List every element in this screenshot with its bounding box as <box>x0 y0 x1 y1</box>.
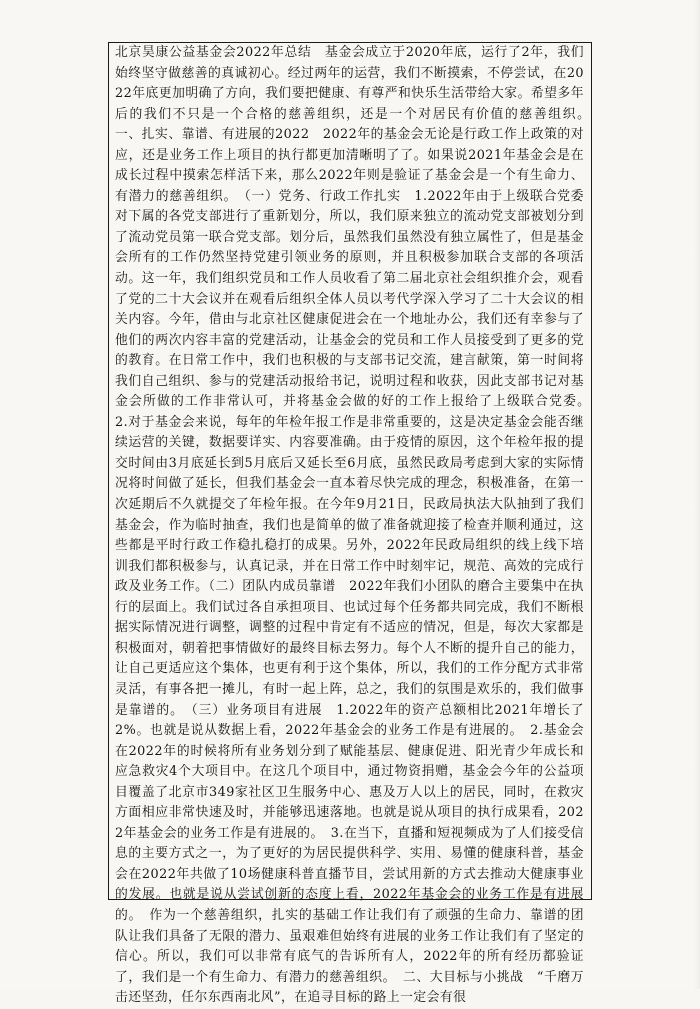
document-frame <box>108 42 598 1006</box>
scan-shadow <box>694 0 700 989</box>
document-body-text: 北京昊康公益基金会2022年总结 基金会成立于2020年底，运行了2年，我们始终坚守做慈善的真诚初心。经过两年的运营，我们不断摸索，不停尝试，在2022年底更加明确了方向，我们要把健康、有尊严和快乐生活带给大家。希望多年后的我们不只是一个合格的慈善组织，还是一个对居民有价值的慈善组织。 一、扎实、靠谱、有进展的2022 2022年的基金会无论是行政工作上政策的对应，还是业务工作上项目的执行都更加清晰明了了。如果说2021年基金会是在成长过程中摸索怎样活下来，那么2022年则是验证了基金会是一个有生命力、有潜力的慈善组织。 （一）党务、行政工作扎实 1.2022年由于上级联合党委对下属的各党支部进行了重新划分，所以，我们原来独立的流动党支部被划分到了流动党员第一联合党支部。划分后，虽然我们虽然没有独立属性了，但是基金会所有的工作仍然坚持党建引领业务的原则，并且积极参加联合支部的各项活动。这一年，我们组织党员和工作人员收看了第二届北京社会组织推介会，观看了党的二十大会议并在观看后组织全体人员以考代学深入学习了二十大会议的相关内容。今年，借由与北京社区健康促进会在一个地址办公，我们还有幸参与了他们的两次内容丰富的党建活动，让基金会的党员和工作人员接受到了更多的党的教育。在日常工作中，我们也积极的与支部书记交流，建言献策，第一时间将我们自己组织、参与的党建活动报给书记，说明过程和收获，因此支部书记对基金会所做的工作非常认可，并将基金会做的好的工作上报给了上级联合党委。 2.对于基金会来说，每年的年检年报工作是非常重要的，这是决定基金会能否继续运营的关键，数据要详实、内容要准确。由于疫情的原因，这个年检年报的提交时间由3月底延长到5月底后又延长至6月底，虽然民政局考虑到大家的实际情况将时间做了延长，但我们基金会一直本着尽快完成的理念，积极准备，在第一次延期后不久就提交了年检年报。在今年9月21日，民政局执法大队抽到了我们基金会，作为临时抽查，我们也是简单的做了准备就迎接了检查并顺利通过，这些都是平时行政工作稳扎稳打的成果。另外，2022年民政局组织的线上线下培训我们都积极参与，认真记录，并在日常工作中时刻牢记，规范、高效的完成行政及业务工作。（二）团队内成员靠谱 2022年我们小团队的磨合主要集中在执行的层面上。我们试过各自承担项目、也试过每个任务都共同完成，我们不断根据实际情况进行调整，调整的过程中肯定有不适应的情况，但是，每次大家都是积极面对，朝着把事情做好的最终目标去努力。每个人不断的提升自己的能力，让自己更适应这个集体，也更有利于这个集体，所以，我们的工作分配方式非常灵活，有事各把一摊儿，有时一起上阵，总之，我们的氛围是欢乐的，我们做事是靠谱的。 （三）业务项目有进展 1.2022年的资产总额相比2021年增长了2%。也就是说从数据上看，2022年基金会的业务工作是有进展的。 2.基金会在2022年的时候将所有业务划分到了赋能基层、健康促进、阳光青少年成长和应急救灾4个大项目中。在这几个项目中，通过物资捐赠，基金会今年的公益项目覆盖了北京市349家社区卫生服务中心、惠及万人以上的居民，同时，在救灾方面相应非常快速及时，并能够迅速落地。也就是说从项目的执行成果看，2022年基金会的业务工作是有进展的。 3.在当下，直播和短视频成为了人们接受信息的主要方式之一，为了更好的为居民提供科学、实用、易懂的健康科普，基金会在2022年共做了10场健康科普直播节目，尝试用新的方式去推动大健康事业的发展。也就是说从尝试创新的态度上看，2022年基金会的业务工作是有进展的。 作为一个慈善组织，扎实的基础工作让我们有了顽强的生命力、靠谱的团队让我们具备了无限的潜力、虽艰难但始终有进展的业务工作让我们有了坚定的信心。所以，我们可以非常有底气的告诉所有人，2022年的所有经历都验证了，我们是一个有生命力、有潜力的慈善组织。 二、大目标与小挑战 “千磨万击还坚劲，任尔东西南北风”，在追寻目标的路上一定会有很 <box>115 45 598 1006</box>
